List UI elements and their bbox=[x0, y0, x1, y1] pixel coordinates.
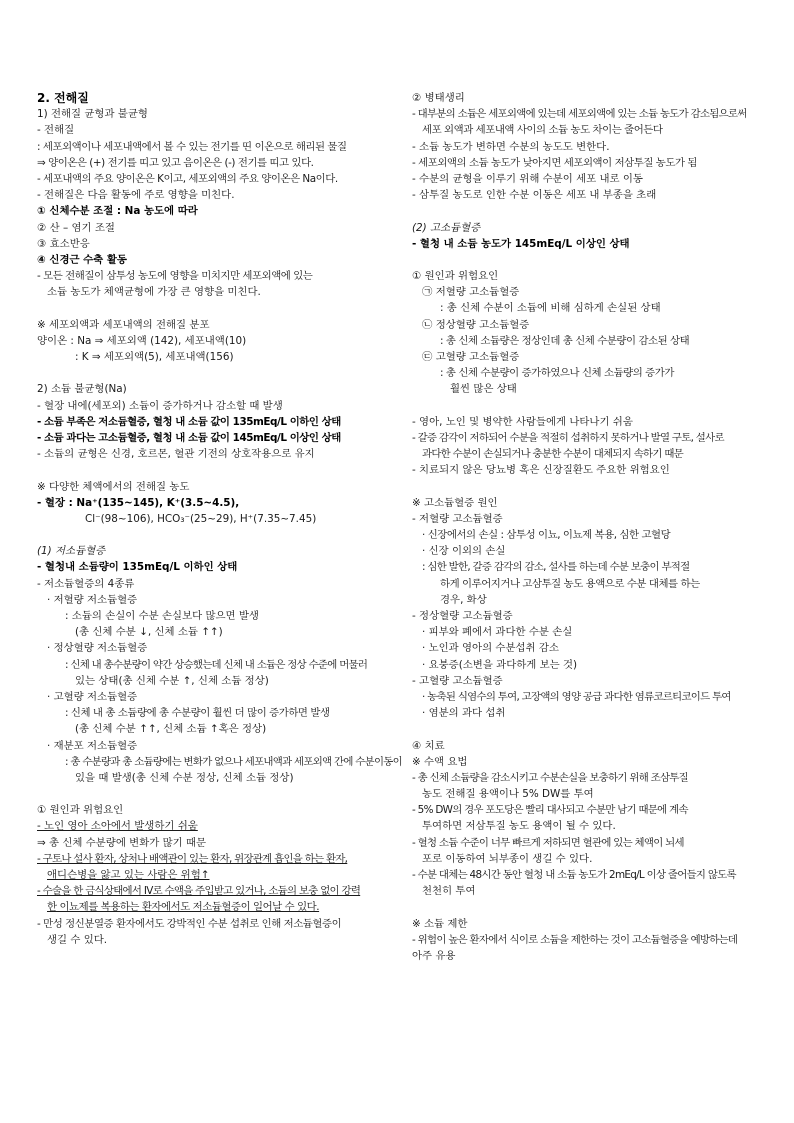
text-line: - 소듐의 균형은 신경, 호르몬, 혈관 기전의 상호작용으로 유지 bbox=[37, 448, 315, 461]
spacer bbox=[412, 479, 764, 495]
spacer bbox=[412, 252, 764, 268]
text-line: ㉢ 고혈량 고소듐혈증 bbox=[422, 351, 520, 363]
spacer bbox=[412, 398, 764, 414]
text-line: : 총 신체 수분이 소듐에 비해 심하게 손실된 상태 bbox=[440, 302, 661, 315]
subsection-heading: (2) 고소듐혈증 bbox=[412, 221, 481, 234]
text-line: · 저혈량 저소듐혈증 bbox=[47, 593, 138, 606]
text-line: (총 신체 수분 ↑↑, 신체 소듐 ↑혹은 정상) bbox=[75, 723, 267, 736]
text-line: 양이온 : Na ⇒ 세포외액 (142), 세포내액(10) bbox=[37, 334, 247, 347]
text-line: - 수술을 한 금식상태에서 IV로 수액을 주입받고 있거나, 소듐의 보충 없이 강력 bbox=[37, 885, 361, 898]
spacer bbox=[37, 300, 397, 316]
spacer bbox=[37, 786, 397, 802]
text-line: : 소듐의 손실이 수분 손실보다 많으면 발생 bbox=[65, 610, 259, 622]
text-line: 농도 전해질 용액이나 5% DW를 투여 bbox=[422, 788, 594, 801]
text-line: : 총 수분량과 총 소듐량에는 변화가 없으나 세포내액과 세포외액 간에 수분이동이 bbox=[65, 755, 402, 768]
text-line: · 염분의 과다 섭취 bbox=[422, 707, 506, 720]
text-line: : 심한 발한, 갈증 감각의 감소, 설사를 하는데 수분 보충이 부적절 bbox=[422, 561, 690, 574]
text-line: 있을 때 발생(총 신체 수분 정상, 신체 소듐 정상) bbox=[75, 771, 294, 784]
note-heading: ※ 소듐 제한 bbox=[412, 917, 468, 930]
text-line: · 신장에서의 손실 : 삼투성 이뇨, 이뇨제 복용, 심한 고혈당 bbox=[422, 529, 671, 542]
text-line: - 전해질은 다음 활동에 주로 영향을 미친다. bbox=[37, 189, 235, 202]
text-line: - 총 신체 소듐량을 감소시키고 수분손실을 보충하기 위해 조삼투질 bbox=[412, 771, 688, 784]
text-line: ③ 효소반응 bbox=[37, 237, 90, 250]
text-line: 포로 이동하여 뇌부종이 생길 수 있다. bbox=[422, 852, 593, 865]
text-line: · 피부와 폐에서 과다한 수분 손실 bbox=[422, 626, 573, 639]
text-line: - 혈장 : Na⁺(135~145), K⁺(3.5~4.5), bbox=[37, 496, 240, 509]
text-line: : 총 신체 소듐량은 정상인데 총 신체 수분량이 감소된 상태 bbox=[440, 334, 690, 347]
text-line: 투여하면 저삼투질 농도 용액이 될 수 있다. bbox=[422, 820, 616, 833]
text-line: ④ 신경근 수축 활동 bbox=[37, 253, 127, 266]
text-line: 애디슨병을 앓고 있는 사람은 위험↑ bbox=[47, 869, 210, 881]
text-line: - 혈청 소듐 수준이 너무 빠르게 저하되면 혈관에 있는 체액이 뇌세 bbox=[412, 836, 684, 849]
subsection-heading: 2) 소듐 불균형(Na) bbox=[37, 383, 127, 396]
text-line: - 모든 전해질이 삼투성 농도에 영향을 미치지만 세포외액에 있는 bbox=[37, 270, 313, 283]
left-column bbox=[37, 90, 402, 948]
text-line: · 재분포 저소듐혈증 bbox=[47, 739, 138, 752]
text-line: : 세포외액이나 세포내액에서 볼 수 있는 전기를 띤 이온으로 해리된 물질 bbox=[37, 140, 347, 153]
text-line: (총 신체 수분 ↓, 신체 소듐 ↑↑) bbox=[75, 626, 223, 639]
text-line: 훨씬 많은 상태 bbox=[450, 383, 517, 396]
text-line: - 저소듐혈증의 4종류 bbox=[37, 577, 135, 590]
text-line: ② 병태생리 bbox=[412, 92, 465, 104]
text-line: - 5% DW의 경우 포도당은 빨리 대사되고 수분만 남기 때문에 계속 bbox=[412, 804, 688, 817]
subsection-heading: (1) 저소듐혈증 bbox=[37, 545, 106, 558]
text-line: - 수분 대체는 48시간 동안 혈청 내 소듐 농도가 2mEq/L 이상 줄어들지 않도록 bbox=[412, 869, 736, 881]
text-line: - 만성 정신분열증 환자에서도 강박적인 수분 섭취로 인해 저소듐혈증이 bbox=[37, 917, 342, 930]
text-line: 있는 상태(총 신체 수분 ↑, 신체 소듐 정상) bbox=[75, 674, 269, 687]
spacer bbox=[412, 899, 764, 915]
text-line: : 총 신체 수분량이 증가하였으나 신체 소듐량의 증가가 bbox=[440, 367, 674, 380]
text-line: · 정상혈량 저소듐혈증 bbox=[47, 642, 148, 655]
text-line: - 전해질 bbox=[37, 124, 75, 137]
text-line: · 노인과 영아의 수분섭취 감소 bbox=[422, 642, 559, 655]
text-line: ㉡ 정상혈량 고소듐혈증 bbox=[422, 318, 530, 331]
note-heading: ※ 수액 요법 bbox=[412, 755, 468, 768]
text-line: · 농축된 식염수의 투여, 고장액의 영양 공급 과다한 염류코르티코이드 투여 bbox=[422, 690, 731, 703]
text-line: 소듐 농도가 체액균형에 가장 큰 영향을 미친다. bbox=[47, 286, 261, 299]
spacer bbox=[412, 203, 764, 219]
right-column bbox=[412, 90, 764, 964]
text-line: - 대부분의 소듐은 세포외액에 있는데 세포외액에 있는 소듐 농도가 감소됨으로써 bbox=[412, 108, 747, 121]
section-title: 2. 전해질 bbox=[37, 91, 89, 105]
spacer bbox=[37, 462, 397, 478]
text-line: ⇒ 양이온은 (+) 전기를 띠고 있고 음이온은 (-) 전기를 띠고 있다. bbox=[37, 156, 314, 169]
text-line: ① 신체수분 조절 : Na 농도에 따라 bbox=[37, 205, 198, 218]
subsection-heading: 1) 전해질 균형과 불균형 bbox=[37, 108, 148, 121]
text-line: - 삼투질 농도로 인한 수분 이동은 세포 내 부종을 초래 bbox=[412, 189, 657, 202]
spacer bbox=[412, 721, 764, 737]
text-line: - 구토나 설사 환자, 상처나 배액관이 있는 환자, 위장관계 흡인을 하는 환자, bbox=[37, 852, 348, 865]
text-line: · 고혈량 저소듐혈증 bbox=[47, 690, 138, 703]
text-line: 한 이뇨제를 복용하는 환자에서도 저소듐혈증이 일어날 수 있다. bbox=[47, 901, 320, 914]
text-line: - 영아, 노인 및 병약한 사람들에게 나타나기 쉬움 bbox=[412, 415, 633, 428]
text-line: - 세포내액의 주요 양이온은 K이고, 세포외액의 주요 양이온은 Na이다. bbox=[37, 172, 338, 185]
text-line: ① 원인과 위험요인 bbox=[412, 270, 499, 283]
text-line: - 세포외액의 소듐 농도가 낮아지면 세포외액이 저삼투질 농도가 됨 bbox=[412, 156, 697, 169]
text-line: - 정상혈량 고소듐혈증 bbox=[412, 610, 513, 622]
text-line: - 고혈량 고소듐혈증 bbox=[412, 674, 503, 687]
note-heading: ※ 다양한 체액에서의 전해질 농도 bbox=[37, 480, 190, 493]
text-line: ② 산 – 염기 조절 bbox=[37, 221, 115, 234]
text-line: 하게 이루어지거나 고삼투질 농도 용액으로 수분 대체를 하는 bbox=[440, 577, 700, 590]
note-heading: ※ 세포외액과 세포내액의 전해질 분포 bbox=[37, 318, 210, 331]
text-line: - 혈청 내 소듐 농도가 145mEq/L 이상인 상태 bbox=[412, 237, 630, 250]
text-line: 천천히 투여 bbox=[422, 885, 476, 898]
text-line: ④ 치료 bbox=[412, 739, 445, 752]
text-line: - 혈장 내에(세포외) 소듐이 증가하거나 감소할 때 발생 bbox=[37, 399, 283, 412]
text-line: 과다한 수분이 손실되거나 충분한 수분이 대체되지 속하기 때문 bbox=[422, 448, 683, 461]
note-heading: ※ 고소듐혈증 원인 bbox=[412, 496, 498, 509]
text-line: 세포 외액과 세포내액 사이의 소듐 농도 차이는 줄어든다 bbox=[422, 124, 663, 137]
text-line: 아주 유용 bbox=[412, 949, 456, 962]
text-line: - 수분의 균형을 이루기 위해 수분이 세포 내로 이동 bbox=[412, 172, 643, 185]
text-line: Cl⁻(98~106), HCO₃⁻(25~29), H⁺(7.35~7.45) bbox=[85, 512, 317, 525]
text-line: - 노인 영아 소아에서 발생하기 쉬움 bbox=[37, 820, 198, 833]
text-line: - 저혈량 고소듐혈증 bbox=[412, 512, 503, 525]
text-line: : 신체 내 총 소듐량에 총 수분량이 훨씬 더 많이 증가하면 발생 bbox=[65, 707, 330, 720]
spacer bbox=[37, 365, 397, 381]
text-line: 경우, 화상 bbox=[440, 593, 487, 606]
text-line: ⇒ 총 신체 수분량에 변화가 많기 때문 bbox=[37, 836, 207, 849]
text-line: ㉠ 저혈량 고소듐혈증 bbox=[422, 286, 520, 299]
text-line: : K ⇒ 세포외액(5), 세포내액(156) bbox=[75, 351, 234, 363]
text-line: · 신장 이외의 손실 bbox=[422, 545, 506, 558]
text-line: - 소듐 농도가 변하면 수분의 농도도 변한다. bbox=[412, 140, 610, 153]
text-line: 생길 수 있다. bbox=[47, 933, 108, 946]
text-line: ① 원인과 위험요인 bbox=[37, 804, 124, 817]
text-line: - 혈청내 소듐량이 135mEq/L 이하인 상태 bbox=[37, 561, 238, 574]
text-line: · 요붕증(소변을 과다하게 보는 것) bbox=[422, 658, 578, 671]
text-line: - 치료되지 않은 당뇨병 혹은 신장질환도 주요한 위험요인 bbox=[412, 464, 670, 477]
text-line: - 위험이 높은 환자에서 식이로 소듐을 제한하는 것이 고소듐혈증을 예방하는데 bbox=[412, 933, 738, 946]
text-line: - 소듐 부족은 저소듐혈증, 혈청 내 소듐 값이 135mEq/L 이하인 상태 bbox=[37, 415, 341, 428]
text-line: - 소듐 과다는 고소듐혈증, 혈청 내 소듐 값이 145mEq/L 이상인 상태 bbox=[37, 431, 341, 444]
text-line: - 갈증 감각이 저하되어 수분을 적절히 섭취하지 못하거나 발열 구토, 설사로 bbox=[412, 431, 724, 444]
text-line: : 신체 내 총수분량이 약간 상승했는데 신체 내 소듐은 정상 수준에 머물러 bbox=[65, 658, 368, 671]
spacer bbox=[37, 527, 397, 543]
